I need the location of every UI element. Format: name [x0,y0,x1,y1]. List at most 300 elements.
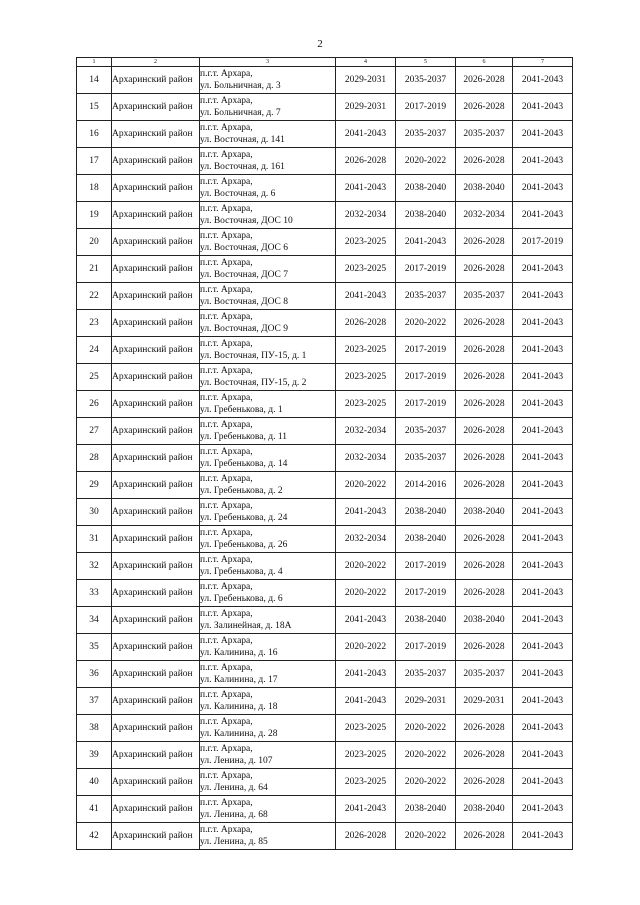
address-cell [200,283,336,310]
district-cell: Архаринский район [112,607,200,634]
period-cell-col-4: 2029-2031 [336,94,396,121]
period-cell-col-4: 2020-2022 [336,634,396,661]
period-cell-col-6: 2035-2037 [456,661,513,688]
address-cell [200,634,336,661]
period-cell-col-7: 2041-2043 [513,607,573,634]
period-cell-col-5: 2035-2037 [396,418,456,445]
table-row [77,634,573,661]
table-row [77,715,573,742]
address-cell [200,175,336,202]
period-cell-col-4: 2023-2025 [336,742,396,769]
header-cell-col-4: 4 [336,58,396,67]
period-cell-col-7: 2041-2043 [513,418,573,445]
table-row [77,418,573,445]
period-cell-col-7: 2041-2043 [513,769,573,796]
address-cell [200,256,336,283]
district-cell: Архаринский район [112,256,200,283]
row-number-cell: 37 [77,688,112,715]
period-cell-col-7: 2041-2043 [513,310,573,337]
row-number-cell: 41 [77,796,112,823]
row-number-cell: 18 [77,175,112,202]
period-cell-col-5: 2017-2019 [396,94,456,121]
row-number-cell: 22 [77,283,112,310]
period-cell-col-5: 2020-2022 [396,148,456,175]
period-cell-col-6: 2026-2028 [456,580,513,607]
address-cell [200,769,336,796]
header-row [77,58,573,67]
address-cell [200,607,336,634]
period-cell-col-7: 2041-2043 [513,742,573,769]
address-cell [200,364,336,391]
address-settlement: п.г.т. Архара, [200,312,253,322]
period-cell-col-6: 2032-2034 [456,202,513,229]
row-number-cell: 36 [77,661,112,688]
district-cell: Архаринский район [112,769,200,796]
address-street: ул. Ленина, д. 85 [200,837,268,847]
address-cell [200,229,336,256]
row-number-cell: 25 [77,364,112,391]
address-street: ул. Калинина, д. 16 [200,648,278,658]
period-cell-col-7: 2041-2043 [513,715,573,742]
address-street: ул. Гребенькова, д. 4 [200,567,283,577]
period-cell-col-5: 2017-2019 [396,364,456,391]
address-settlement: п.г.т. Архара, [200,582,253,592]
address-street: ул. Ленина, д. 107 [200,756,273,766]
table-row [77,67,573,94]
address-cell [200,121,336,148]
table-row [77,283,573,310]
table-row [77,769,573,796]
period-cell-col-7: 2041-2043 [513,499,573,526]
period-cell-col-6: 2026-2028 [456,526,513,553]
row-number-cell: 21 [77,256,112,283]
address-street: ул. Восточная, д. 6 [200,189,276,199]
page-number: 2 [317,38,323,50]
district-cell: Архаринский район [112,418,200,445]
period-cell-col-6: 2038-2040 [456,499,513,526]
header-cell-col-5: 5 [396,58,456,67]
district-cell: Архаринский район [112,715,200,742]
row-number-cell: 31 [77,526,112,553]
period-cell-col-5: 2014-2016 [396,472,456,499]
period-cell-col-4: 2020-2022 [336,553,396,580]
address-cell [200,796,336,823]
period-cell-col-4: 2029-2031 [336,67,396,94]
address-settlement: п.г.т. Архара, [200,501,253,511]
address-street: ул. Восточная, д. 141 [200,135,285,145]
table-row [77,94,573,121]
address-cell [200,742,336,769]
address-cell [200,94,336,121]
period-cell-col-4: 2041-2043 [336,607,396,634]
table-row [77,391,573,418]
period-cell-col-6: 2026-2028 [456,742,513,769]
period-cell-col-5: 2038-2040 [396,526,456,553]
address-cell [200,67,336,94]
district-cell: Архаринский район [112,337,200,364]
period-cell-col-7: 2041-2043 [513,580,573,607]
table-row [77,148,573,175]
period-cell-col-7: 2041-2043 [513,391,573,418]
period-cell-col-7: 2041-2043 [513,202,573,229]
period-cell-col-5: 2020-2022 [396,715,456,742]
period-cell-col-6: 2038-2040 [456,175,513,202]
period-cell-col-4: 2032-2034 [336,445,396,472]
period-cell-col-5: 2020-2022 [396,310,456,337]
period-cell-col-4: 2023-2025 [336,769,396,796]
address-cell [200,580,336,607]
table-row [77,553,573,580]
period-cell-col-7: 2041-2043 [513,148,573,175]
row-number-cell: 19 [77,202,112,229]
period-cell-col-7: 2041-2043 [513,526,573,553]
table-row [77,688,573,715]
period-cell-col-7: 2041-2043 [513,823,573,850]
address-settlement: п.г.т. Архара, [200,69,253,79]
row-number-cell: 34 [77,607,112,634]
district-cell: Архаринский район [112,202,200,229]
address-cell [200,391,336,418]
period-cell-col-4: 2020-2022 [336,580,396,607]
table-row [77,526,573,553]
address-cell [200,688,336,715]
address-cell [200,445,336,472]
row-number-cell: 33 [77,580,112,607]
row-number-cell: 42 [77,823,112,850]
address-settlement: п.г.т. Архара, [200,690,253,700]
row-number-cell: 35 [77,634,112,661]
address-street: ул. Калинина, д. 17 [200,675,278,685]
district-cell: Архаринский район [112,148,200,175]
period-cell-col-7: 2017-2019 [513,229,573,256]
period-cell-col-6: 2026-2028 [456,364,513,391]
period-cell-col-6: 2026-2028 [456,337,513,364]
period-cell-col-5: 2041-2043 [396,229,456,256]
period-cell-col-6: 2026-2028 [456,391,513,418]
address-settlement: п.г.т. Архара, [200,663,253,673]
address-cell [200,337,336,364]
period-cell-col-7: 2041-2043 [513,94,573,121]
address-settlement: п.г.т. Архара, [200,771,253,781]
period-cell-col-6: 2035-2037 [456,283,513,310]
period-cell-col-6: 2038-2040 [456,607,513,634]
district-cell: Архаринский район [112,229,200,256]
row-number-cell: 32 [77,553,112,580]
period-cell-col-4: 2032-2034 [336,418,396,445]
table-row [77,364,573,391]
row-number-cell: 39 [77,742,112,769]
period-cell-col-6: 2026-2028 [456,823,513,850]
period-cell-col-7: 2041-2043 [513,472,573,499]
district-cell: Архаринский район [112,580,200,607]
address-settlement: п.г.т. Архара, [200,717,253,727]
row-number-cell: 38 [77,715,112,742]
period-cell-col-5: 2017-2019 [396,634,456,661]
period-cell-col-4: 2041-2043 [336,688,396,715]
district-cell: Архаринский район [112,391,200,418]
address-cell [200,499,336,526]
table-row [77,121,573,148]
table-row [77,337,573,364]
district-cell: Архаринский район [112,67,200,94]
district-cell: Архаринский район [112,175,200,202]
period-cell-col-4: 2026-2028 [336,823,396,850]
address-settlement: п.г.т. Архара, [200,96,253,106]
period-cell-col-7: 2041-2043 [513,796,573,823]
period-cell-col-7: 2041-2043 [513,283,573,310]
period-cell-col-5: 2020-2022 [396,769,456,796]
period-cell-col-6: 2029-2031 [456,688,513,715]
header-cell-col-2: 2 [112,58,200,67]
address-settlement: п.г.т. Архара, [200,555,253,565]
header-cell-col-7: 7 [513,58,573,67]
address-cell [200,661,336,688]
address-settlement: п.г.т. Архара, [200,474,253,484]
period-cell-col-4: 2032-2034 [336,526,396,553]
address-street: ул. Восточная, ПУ-15, д. 2 [200,378,307,388]
table-row [77,796,573,823]
period-cell-col-5: 2020-2022 [396,742,456,769]
address-street: ул. Гребенькова, д. 14 [200,459,288,469]
address-street: ул. Гребенькова, д. 11 [200,432,287,442]
header-cell-col-3: 3 [200,58,336,67]
address-street: ул. Восточная, ДОС 10 [200,216,293,226]
address-settlement: п.г.т. Архара, [200,636,253,646]
period-cell-col-4: 2032-2034 [336,202,396,229]
period-cell-col-4: 2023-2025 [336,715,396,742]
row-number-cell: 20 [77,229,112,256]
row-number-cell: 23 [77,310,112,337]
period-cell-col-5: 2035-2037 [396,661,456,688]
address-cell [200,715,336,742]
address-cell [200,472,336,499]
address-street: ул. Гребенькова, д. 6 [200,594,283,604]
table-row [77,256,573,283]
address-street: ул. Восточная, ДОС 8 [200,297,289,307]
table-row [77,229,573,256]
address-settlement: п.г.т. Архара, [200,150,253,160]
address-settlement: п.г.т. Архара, [200,744,253,754]
table-row [77,202,573,229]
table-row [77,607,573,634]
period-cell-col-4: 2026-2028 [336,310,396,337]
period-cell-col-7: 2041-2043 [513,121,573,148]
address-settlement: п.г.т. Архара, [200,447,253,457]
period-cell-col-5: 2017-2019 [396,256,456,283]
district-cell: Архаринский район [112,472,200,499]
address-cell [200,553,336,580]
period-cell-col-7: 2041-2043 [513,337,573,364]
address-settlement: п.г.т. Архара, [200,366,253,376]
period-cell-col-6: 2026-2028 [456,553,513,580]
period-cell-col-4: 2023-2025 [336,391,396,418]
row-number-cell: 14 [77,67,112,94]
period-cell-col-7: 2041-2043 [513,256,573,283]
period-cell-col-5: 2035-2037 [396,67,456,94]
registry-table [76,57,573,850]
table-row [77,742,573,769]
address-cell [200,823,336,850]
row-number-cell: 40 [77,769,112,796]
district-cell: Архаринский район [112,310,200,337]
row-number-cell: 15 [77,94,112,121]
period-cell-col-6: 2026-2028 [456,94,513,121]
period-cell-col-5: 2038-2040 [396,202,456,229]
address-settlement: п.г.т. Архара, [200,123,253,133]
district-cell: Архаринский район [112,742,200,769]
district-cell: Архаринский район [112,283,200,310]
table-row [77,499,573,526]
row-number-cell: 26 [77,391,112,418]
period-cell-col-5: 2038-2040 [396,796,456,823]
address-street: ул. Калинина, д. 18 [200,702,278,712]
address-settlement: п.г.т. Архара, [200,258,253,268]
period-cell-col-6: 2035-2037 [456,121,513,148]
period-cell-col-4: 2023-2025 [336,256,396,283]
address-cell [200,202,336,229]
period-cell-col-5: 2038-2040 [396,499,456,526]
address-street: ул. Больничная, д. 7 [200,108,281,118]
period-cell-col-6: 2026-2028 [456,148,513,175]
period-cell-col-4: 2026-2028 [336,148,396,175]
table-row [77,175,573,202]
address-settlement: п.г.т. Архара, [200,420,253,430]
period-cell-col-4: 2041-2043 [336,661,396,688]
address-street: ул. Калинина, д. 28 [200,729,278,739]
district-cell: Архаринский район [112,688,200,715]
row-number-cell: 28 [77,445,112,472]
period-cell-col-7: 2041-2043 [513,688,573,715]
header-cell-col-1: 1 [77,58,112,67]
period-cell-col-5: 2017-2019 [396,580,456,607]
period-cell-col-5: 2017-2019 [396,337,456,364]
row-number-cell: 24 [77,337,112,364]
address-settlement: п.г.т. Архара, [200,339,253,349]
period-cell-col-7: 2041-2043 [513,553,573,580]
district-cell: Архаринский район [112,445,200,472]
period-cell-col-6: 2026-2028 [456,472,513,499]
address-settlement: п.г.т. Архара, [200,609,253,619]
district-cell: Архаринский район [112,121,200,148]
period-cell-col-7: 2041-2043 [513,364,573,391]
district-cell: Архаринский район [112,526,200,553]
address-cell [200,148,336,175]
period-cell-col-4: 2023-2025 [336,337,396,364]
period-cell-col-6: 2026-2028 [456,634,513,661]
header-cell-col-6: 6 [456,58,513,67]
address-street: ул. Восточная, ДОС 7 [200,270,289,280]
period-cell-col-5: 2020-2022 [396,823,456,850]
address-street: ул. Ленина, д. 68 [200,810,268,820]
address-street: ул. Больничная, д. 3 [200,81,281,91]
period-cell-col-5: 2035-2037 [396,445,456,472]
address-settlement: п.г.т. Архара, [200,285,253,295]
period-cell-col-4: 2023-2025 [336,364,396,391]
address-cell [200,310,336,337]
period-cell-col-6: 2038-2040 [456,796,513,823]
period-cell-col-4: 2023-2025 [336,229,396,256]
district-cell: Архаринский район [112,364,200,391]
address-street: ул. Гребенькова, д. 24 [200,513,288,523]
row-number-cell: 17 [77,148,112,175]
period-cell-col-5: 2017-2019 [396,391,456,418]
district-cell: Архаринский район [112,94,200,121]
table-row [77,661,573,688]
period-cell-col-4: 2041-2043 [336,175,396,202]
address-settlement: п.г.т. Архара, [200,798,253,808]
period-cell-col-4: 2020-2022 [336,472,396,499]
period-cell-col-6: 2026-2028 [456,715,513,742]
table-row [77,823,573,850]
address-street: ул. Восточная, д. 161 [200,162,285,172]
district-cell: Архаринский район [112,661,200,688]
district-cell: Архаринский район [112,796,200,823]
table-row [77,580,573,607]
table-row [77,310,573,337]
row-number-cell: 16 [77,121,112,148]
period-cell-col-4: 2041-2043 [336,283,396,310]
address-settlement: п.г.т. Архара, [200,177,253,187]
address-street: ул. Восточная, ДОС 6 [200,243,289,253]
period-cell-col-7: 2041-2043 [513,661,573,688]
period-cell-col-5: 2029-2031 [396,688,456,715]
period-cell-col-6: 2026-2028 [456,67,513,94]
address-settlement: п.г.т. Архара, [200,204,253,214]
period-cell-col-6: 2026-2028 [456,229,513,256]
row-number-cell: 27 [77,418,112,445]
district-cell: Архаринский район [112,553,200,580]
period-cell-col-6: 2026-2028 [456,769,513,796]
address-settlement: п.г.т. Архара, [200,825,253,835]
period-cell-col-6: 2026-2028 [456,445,513,472]
table-row [77,472,573,499]
period-cell-col-5: 2035-2037 [396,283,456,310]
period-cell-col-6: 2026-2028 [456,310,513,337]
address-street: ул. Восточная, ПУ-15, д. 1 [200,351,307,361]
table-body [77,67,573,850]
period-cell-col-6: 2026-2028 [456,256,513,283]
period-cell-col-7: 2041-2043 [513,445,573,472]
period-cell-col-4: 2041-2043 [336,499,396,526]
row-number-cell: 30 [77,499,112,526]
period-cell-col-6: 2026-2028 [456,418,513,445]
period-cell-col-5: 2017-2019 [396,553,456,580]
row-number-cell: 29 [77,472,112,499]
address-cell [200,418,336,445]
period-cell-col-5: 2038-2040 [396,175,456,202]
address-street: ул. Гребенькова, д. 26 [200,540,288,550]
address-street: ул. Восточная, ДОС 9 [200,324,289,334]
address-settlement: п.г.т. Архара, [200,393,253,403]
table-row [77,445,573,472]
address-settlement: п.г.т. Архара, [200,231,253,241]
period-cell-col-7: 2041-2043 [513,67,573,94]
period-cell-col-4: 2041-2043 [336,121,396,148]
address-settlement: п.г.т. Архара, [200,528,253,538]
district-cell: Архаринский район [112,823,200,850]
district-cell: Архаринский район [112,499,200,526]
address-street: ул. Гребенькова, д. 1 [200,405,283,415]
address-cell [200,526,336,553]
address-street: ул. Гребенькова, д. 2 [200,486,283,496]
period-cell-col-7: 2041-2043 [513,175,573,202]
address-street: ул. Ленина, д. 64 [200,783,268,793]
address-street: ул. Залинейная, д. 18А [200,621,292,631]
period-cell-col-5: 2038-2040 [396,607,456,634]
district-cell: Архаринский район [112,634,200,661]
period-cell-col-4: 2041-2043 [336,796,396,823]
period-cell-col-7: 2041-2043 [513,634,573,661]
